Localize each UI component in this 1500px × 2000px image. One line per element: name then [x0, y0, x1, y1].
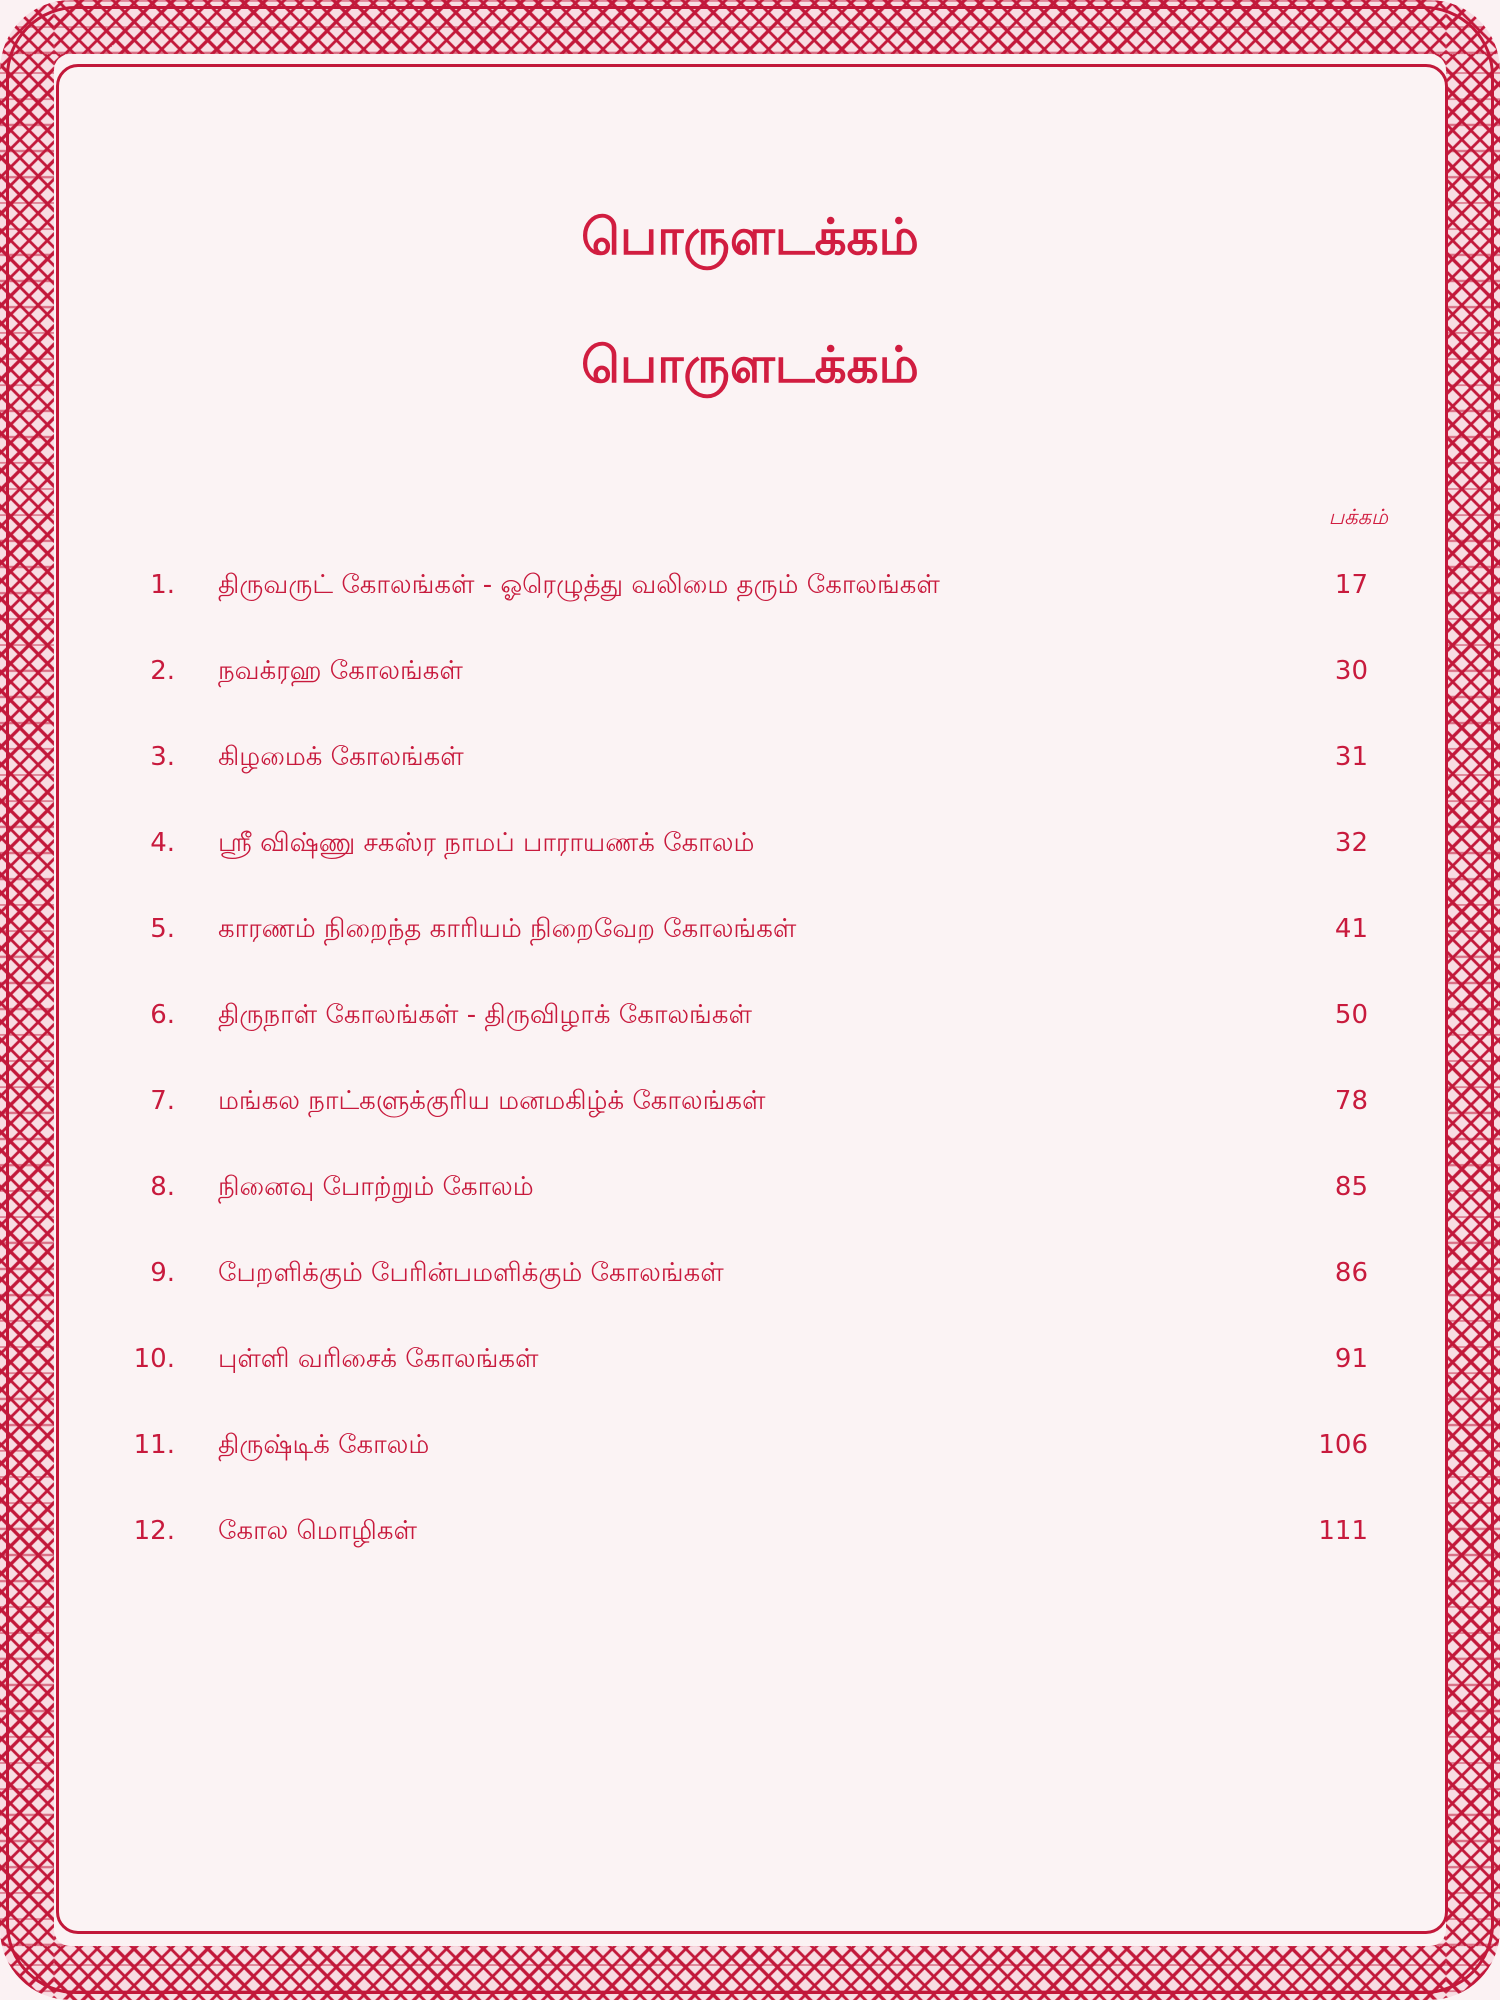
- toc-title: திருஷ்டிக் கோலம்: [218, 1430, 430, 1460]
- toc-title: நினைவு போற்றும் கோலம்: [218, 1172, 534, 1202]
- page-title: பொருளடக்கம்: [581, 208, 919, 266]
- toc-number: 4.: [150, 828, 175, 858]
- toc-number: 6.: [150, 1000, 175, 1030]
- toc-row: [0, 914, 1500, 964]
- toc-title: நவக்ரஹ கோலங்கள்: [218, 656, 463, 686]
- toc-page-number: 86: [1334, 1258, 1368, 1288]
- toc-title: பேறளிக்கும் பேரின்பமளிக்கும் கோலங்கள்: [218, 1258, 724, 1288]
- toc-page-number: 17: [1334, 570, 1368, 600]
- toc-row: [0, 1258, 1500, 1308]
- toc-page-number: 50: [1334, 1000, 1368, 1030]
- toc-number: 10.: [133, 1344, 175, 1374]
- toc-number: 3.: [150, 742, 175, 772]
- toc-title: கிழமைக் கோலங்கள்: [218, 742, 464, 772]
- toc-number: 9.: [150, 1258, 175, 1288]
- toc-number: 7.: [150, 1086, 175, 1116]
- toc-number: 1.: [150, 570, 175, 600]
- toc-page-number: 91: [1334, 1344, 1368, 1374]
- page-subtitle: பொருளடக்கம்: [581, 336, 919, 394]
- toc-page-number: 31: [1334, 742, 1368, 772]
- toc-title: மங்கல நாட்களுக்குரிய மனமகிழ்க் கோலங்கள்: [218, 1086, 766, 1116]
- toc-page-number: 78: [1334, 1086, 1368, 1116]
- toc-title: காரணம் நிறைந்த காரியம் நிறைவேற கோலங்கள்: [218, 914, 797, 944]
- toc-number: 11.: [133, 1430, 175, 1460]
- toc-page-number: 106: [1318, 1430, 1368, 1460]
- toc-number: 5.: [150, 914, 175, 944]
- toc-row: [0, 1086, 1500, 1136]
- toc-row: [0, 1516, 1500, 1566]
- toc-title: புள்ளி வரிசைக் கோலங்கள்: [218, 1344, 539, 1374]
- toc-number: 12.: [133, 1516, 175, 1546]
- toc-page-number: 111: [1318, 1516, 1368, 1546]
- toc-number: 8.: [150, 1172, 175, 1202]
- toc-row: [0, 1430, 1500, 1480]
- toc-title: ஸ்ரீ விஷ்ணு சகஸ்ர நாமப் பாராயணக் கோலம்: [218, 828, 755, 858]
- toc-number: 2.: [150, 656, 175, 686]
- toc-row: [0, 742, 1500, 792]
- toc-title: கோல மொழிகள்: [218, 1516, 417, 1546]
- toc-row: [0, 1172, 1500, 1222]
- toc-title: திருவருட் கோலங்கள் - ஓரெழுத்து வலிமை தரும் கோலங்கள்: [218, 570, 940, 600]
- toc-page-number: 32: [1334, 828, 1368, 858]
- toc-title: திருநாள் கோலங்கள் - திருவிழாக் கோலங்கள்: [218, 1000, 752, 1030]
- toc-page-number: 85: [1334, 1172, 1368, 1202]
- toc-page-number: 30: [1334, 656, 1368, 686]
- toc-row: [0, 656, 1500, 706]
- toc-page-number: 41: [1334, 914, 1368, 944]
- toc-row: [0, 828, 1500, 878]
- toc-row: [0, 1344, 1500, 1394]
- toc-row: [0, 570, 1500, 620]
- page-column-label: பக்கம்: [1328, 505, 1388, 529]
- toc-row: [0, 1000, 1500, 1050]
